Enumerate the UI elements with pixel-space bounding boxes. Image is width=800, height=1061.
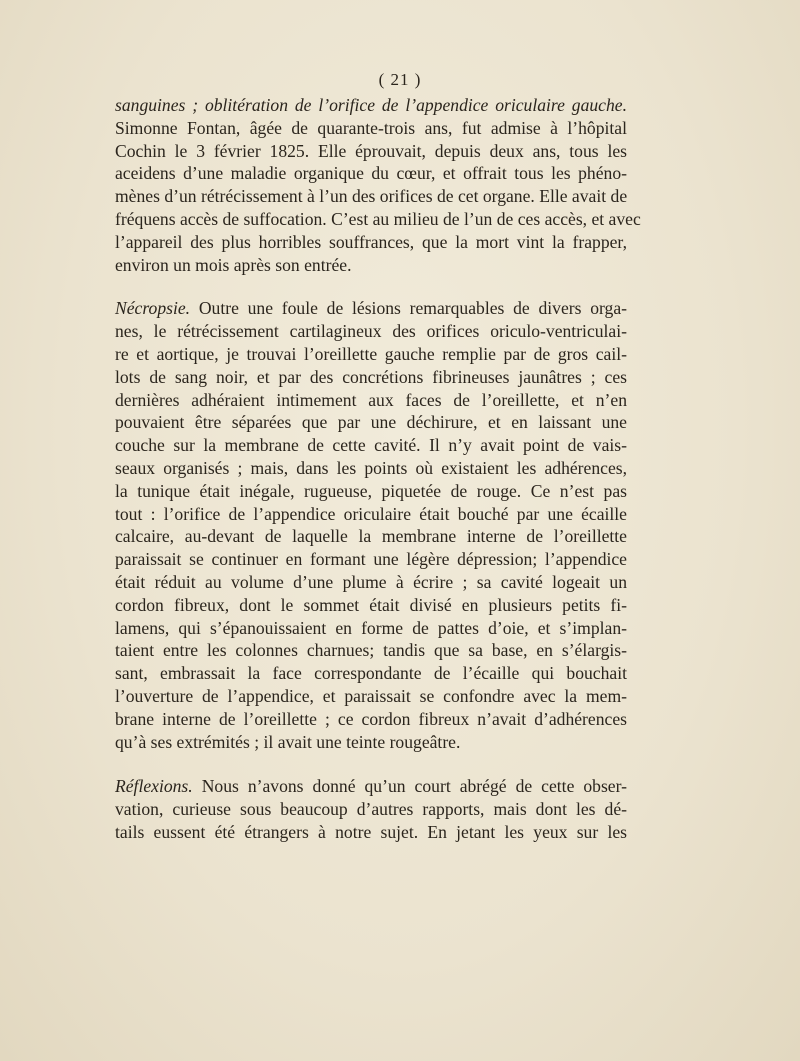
page-number: ( 21 ) bbox=[378, 70, 422, 89]
text-line: Outre une foule de lésions remarquables de divers orga- bbox=[198, 298, 627, 319]
text-line: vation, curieuse sous beaucoup d’autres rapports, mais dont les dé- bbox=[115, 799, 627, 820]
text-line: qu’à ses extrémités ; il avait une teinte rougeâtre. bbox=[115, 731, 461, 752]
text-line: la tunique était inégale, rugueuse, piquetée de rouge. Ce n’est pas bbox=[115, 480, 627, 501]
paragraph-opening-line bbox=[115, 775, 627, 798]
text-line: sant, embrassait la face correspondante de l’écaille qui bouchait bbox=[115, 663, 627, 684]
text-line: l’appareil des plus horribles souffrances, que la mort vint la frapper, bbox=[115, 231, 627, 252]
text-line: Cochin le 3 février 1825. Elle éprouvait, depuis deux ans, tous les bbox=[115, 140, 627, 161]
text-line: tails eussent été étrangers à notre sujet. En jetant les yeux sur les bbox=[115, 821, 627, 842]
text-line: fréquens accès de suffocation. C’est au milieu de l’un de ces accès, et avec bbox=[115, 208, 641, 229]
text-line: paraissait se continuer en formant une légère dépression; l’appendice bbox=[115, 549, 627, 570]
text-line: mènes d’un rétrécissement à l’un des orifices de cet organe. Elle avait de bbox=[115, 186, 628, 207]
section-heading-reflexions: Réflexions. bbox=[115, 776, 193, 797]
text-line: aceidens d’une maladie organique du cœur, et offrait tous les phéno- bbox=[115, 163, 627, 184]
text-line: couche sur la membrane de cette cavité. Il n’y avait point de vais- bbox=[115, 435, 627, 456]
text-line: dernières adhéraient intimement aux faces de l’oreillette, et n’en bbox=[115, 389, 627, 410]
text-line: Nous n’avons donné qu’un court abrégé de cette obser- bbox=[201, 776, 627, 797]
section-heading-necropsie: Nécropsie. bbox=[115, 298, 191, 319]
text-block bbox=[115, 94, 641, 844]
paragraph-opening-line bbox=[115, 297, 627, 320]
text-line: brane interne de l’oreillette ; ce cordon fibreux n’avait d’adhérences bbox=[115, 708, 627, 729]
text-line: cordon fibreux, dont le sommet était divisé en plusieurs petits fi- bbox=[115, 594, 627, 615]
text-line: lamens, qui s’épanouissaient en forme de pattes d’oie, et s’implan- bbox=[115, 617, 627, 638]
text-line: pouvaient être séparées que par une déchirure, et en laissant une bbox=[115, 412, 627, 433]
text-line: calcaire, au-devant de laquelle la membrane interne de l’oreillette bbox=[115, 526, 627, 547]
text-line: était réduit au volume d’une plume à écrire ; sa cavité logeait un bbox=[115, 571, 627, 592]
text-line: nes, le rétrécissement cartilagineux des orifices oriculo-ventriculai- bbox=[115, 321, 627, 342]
text-line: environ un mois après son entrée. bbox=[115, 254, 352, 275]
text-line: sanguines ; oblitération de l’orifice de l’appendice oriculaire gauche. bbox=[115, 95, 627, 115]
text-line: l’ouverture de l’appendice, et paraissait se confondre avec la mem- bbox=[115, 685, 627, 706]
text-line: re et aortique, je trouvai l’oreillette gauche remplie par de gros cail- bbox=[115, 343, 627, 364]
text-line: tout : l’orifice de l’appendice oriculaire était bouché par une écaille bbox=[115, 503, 627, 524]
text-line: lots de sang noir, et par des concrétions fibrineuses jaunâtres ; ces bbox=[115, 366, 627, 387]
text-line: Simonne Fontan, âgée de quarante-trois ans, fut admise à l’hôpital bbox=[115, 117, 627, 138]
text-line: seaux organisés ; mais, dans les points où existaient les adhérences, bbox=[115, 457, 627, 478]
text-line: taient entre les colonnes charnues; tandis que sa base, en s’élargis- bbox=[115, 640, 627, 661]
